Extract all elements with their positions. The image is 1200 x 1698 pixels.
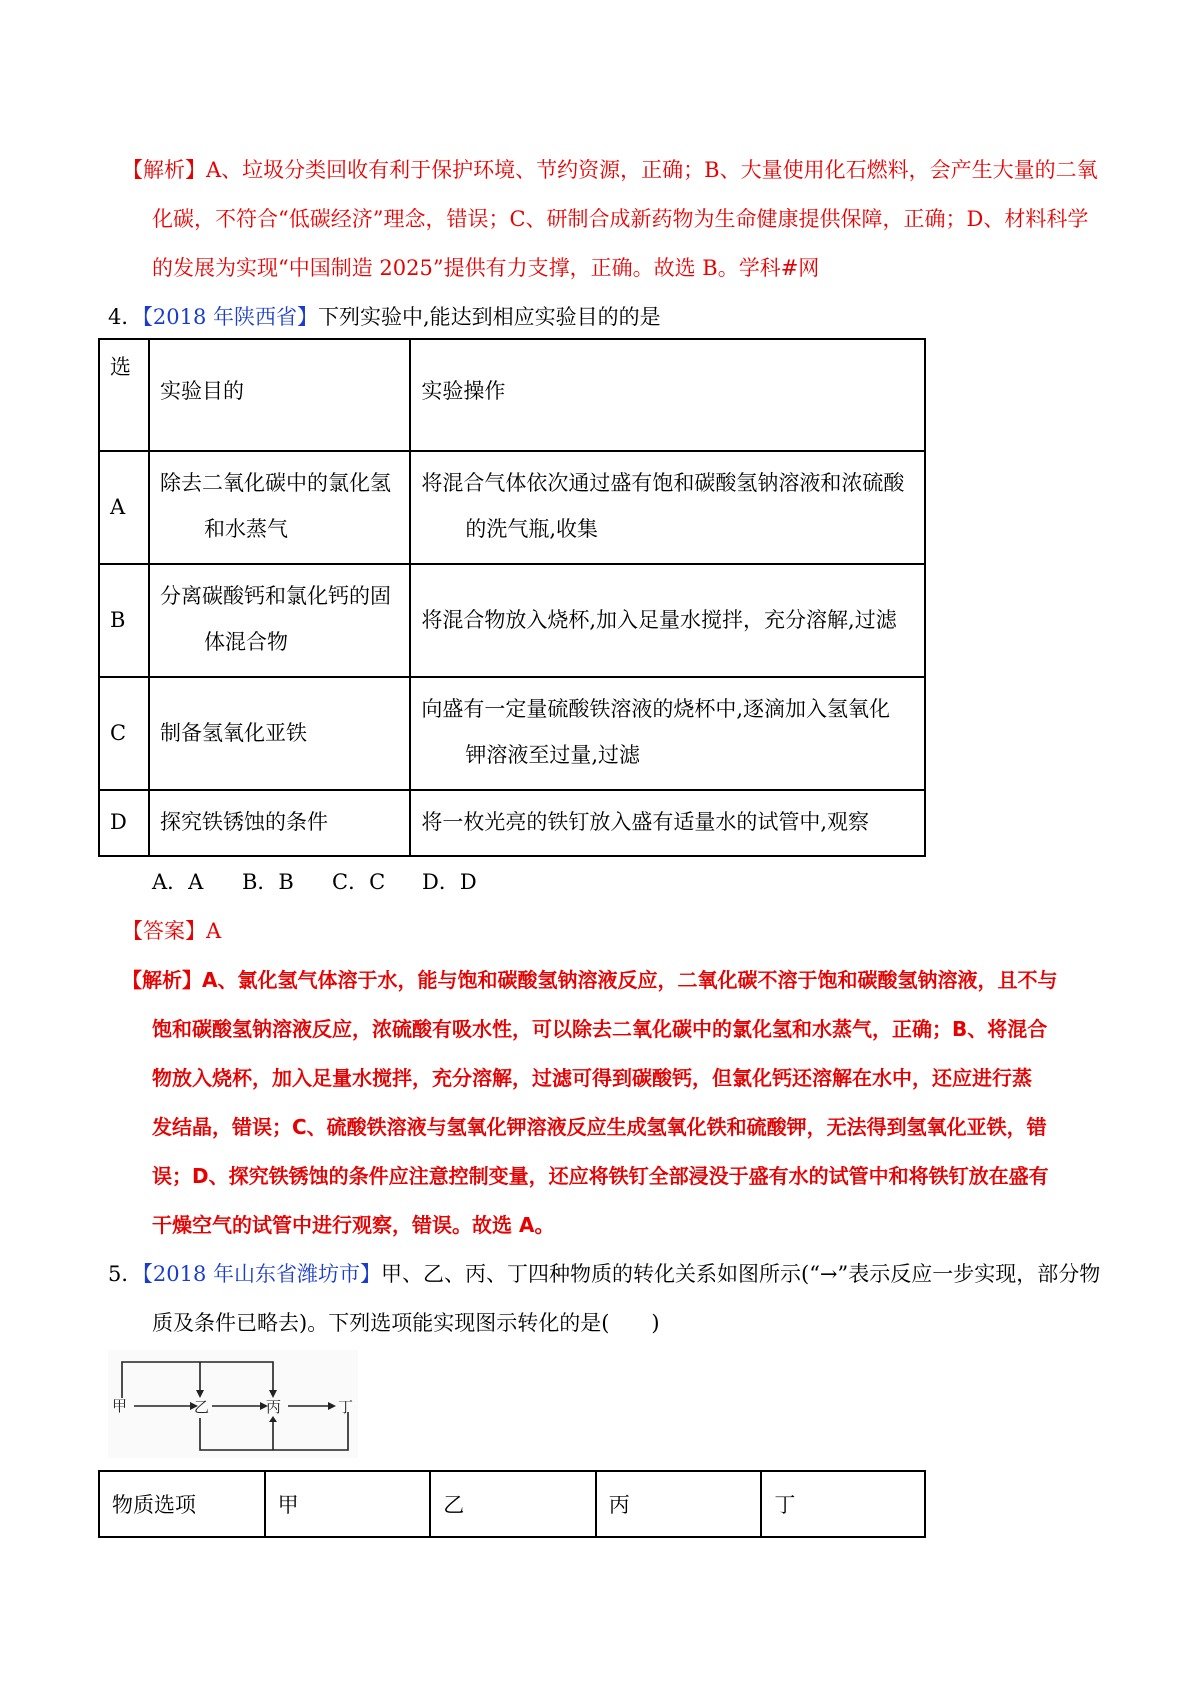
experiment-table [98, 338, 926, 857]
analysis-q3-line3: 的发展为实现“中国制造 2025”提供有力支撑，正确。故选 B。学科#网 [152, 256, 820, 280]
option-label: B [110, 608, 126, 632]
analysis-tag: 【解析】 [122, 158, 206, 182]
operation-text-cont: 的洗气瓶,收集 [465, 517, 599, 541]
header-option: 选 [110, 355, 131, 379]
table-row [99, 677, 925, 790]
goal-text: 探究铁锈蚀的条件 [159, 810, 328, 834]
option-label: A [110, 495, 126, 519]
operation-text: 将混合物放入烧杯,加入足量水搅拌，充分溶解,过滤 [421, 608, 897, 632]
option-label: C [110, 721, 127, 745]
question-5-stem-cont: 质及条件已略去)。下列选项能实现图示转化的是( ) [152, 1311, 660, 1335]
analysis-q4-line5: 误；D、探究铁锈蚀的条件应注意控制变量，还应将铁钉全部浸没于盛有水的试管中和将铁钉放在盛有 [152, 1164, 1049, 1188]
analysis-q3 [122, 146, 1112, 195]
goal-text-cont: 和水蒸气 [203, 517, 288, 541]
analysis-line: A、氯化氢气体溶于水，能与饱和碳酸氢钠溶液反应，二氧化碳不溶于饱和碳酸氢钠溶液，且不与 [202, 968, 1058, 992]
operation-text-cont: 钾溶液至过量,过滤 [465, 743, 641, 767]
answer: 【答案】A [122, 919, 222, 943]
operation-text: 向盛有一定量硫酸铁溶液的烧杯中,逐滴加入氢氧化 [421, 697, 891, 721]
goal-text-cont: 体混合物 [203, 630, 288, 654]
header-cell: 物质选项 [99, 1471, 265, 1537]
header-cell: 甲 [265, 1471, 431, 1537]
goal-text: 分离碳酸钙和氯化钙的固 [159, 584, 391, 608]
analysis-q3-line2: 化碳，不符合“低碳经济”理念，错误；C、研制合成新药物为生命健康提供保障，正确；D、材料科学 [152, 207, 1089, 231]
question-source: 【2018 年陕西省】 [142, 305, 318, 329]
header-operation: 实验操作 [421, 379, 506, 403]
analysis-q4-line1 [122, 956, 1112, 1005]
analysis-q4-line4: 发结晶，错误；C、硫酸铁溶液与氢氧化钾溶液反应生成氢氧化铁和硫酸钾，无法得到氢氧化亚铁，错 [152, 1115, 1047, 1139]
question-number: 5． [108, 1262, 143, 1286]
header-cell: 丁 [761, 1471, 925, 1537]
choice-b: B．B [242, 870, 294, 894]
header-cell: 乙 [430, 1471, 596, 1537]
header-cell: 丙 [596, 1471, 762, 1537]
question-number: 4． [108, 305, 143, 329]
diagram-label-ding: 丁 [338, 1398, 354, 1416]
analysis-q4-line3: 物放入烧杯，加入足量水搅拌，充分溶解，过滤可得到碳酸钙，但氯化钙还溶解在水中，还应进行蒸 [152, 1066, 1032, 1090]
table-header-row [99, 339, 925, 451]
choice-c: C．C [332, 870, 386, 894]
table-row [99, 451, 925, 564]
analysis-q4-line6: 干燥空气的试管中进行观察，错误。故选 A。 [152, 1213, 555, 1237]
diagram-label-bing: 丙 [266, 1398, 282, 1416]
diagram-label-jia: 甲 [112, 1397, 128, 1415]
question-source: 【2018 年山东省潍坊市】 [142, 1262, 381, 1286]
analysis-tag: 【解析】 [122, 968, 202, 992]
table-header-row [99, 1471, 925, 1537]
question-4-stem [108, 293, 1108, 342]
goal-text: 除去二氧化碳中的氯化氢 [159, 471, 391, 495]
operation-text: 将混合气体依次通过盛有饱和碳酸氢钠溶液和浓硫酸 [421, 471, 905, 495]
question-5-stem [108, 1250, 1118, 1299]
option-label: D [110, 810, 127, 834]
choices [152, 858, 752, 907]
table-row [99, 790, 925, 856]
substance-options-table [98, 1470, 926, 1538]
analysis-line: A、垃圾分类回收有利于保护环境、节约资源，正确；B、大量使用化石燃料，会产生大量的二氧 [206, 158, 1098, 182]
table-row [99, 564, 925, 677]
analysis-q4-line2: 饱和碳酸氢钠溶液反应，浓硫酸有吸水性，可以除去二氧化碳中的氯化氢和水蒸气，正确；B、将混合 [152, 1017, 1048, 1041]
diagram-label-yi: 乙 [194, 1398, 210, 1416]
choice-d: D．D [422, 870, 477, 894]
operation-text: 将一枚光亮的铁钉放入盛有适量水的试管中,观察 [421, 810, 870, 834]
goal-text: 制备氢氧化亚铁 [159, 721, 307, 745]
conversion-diagram [108, 1350, 358, 1458]
question-text: 甲、乙、丙、丁四种物质的转化关系如图所示(“→”表示反应一步实现，部分物 [381, 1262, 1101, 1286]
header-goal: 实验目的 [159, 379, 244, 403]
question-text: 下列实验中,能达到相应实验目的的是 [318, 305, 661, 329]
choice-a: A．A [152, 870, 204, 894]
